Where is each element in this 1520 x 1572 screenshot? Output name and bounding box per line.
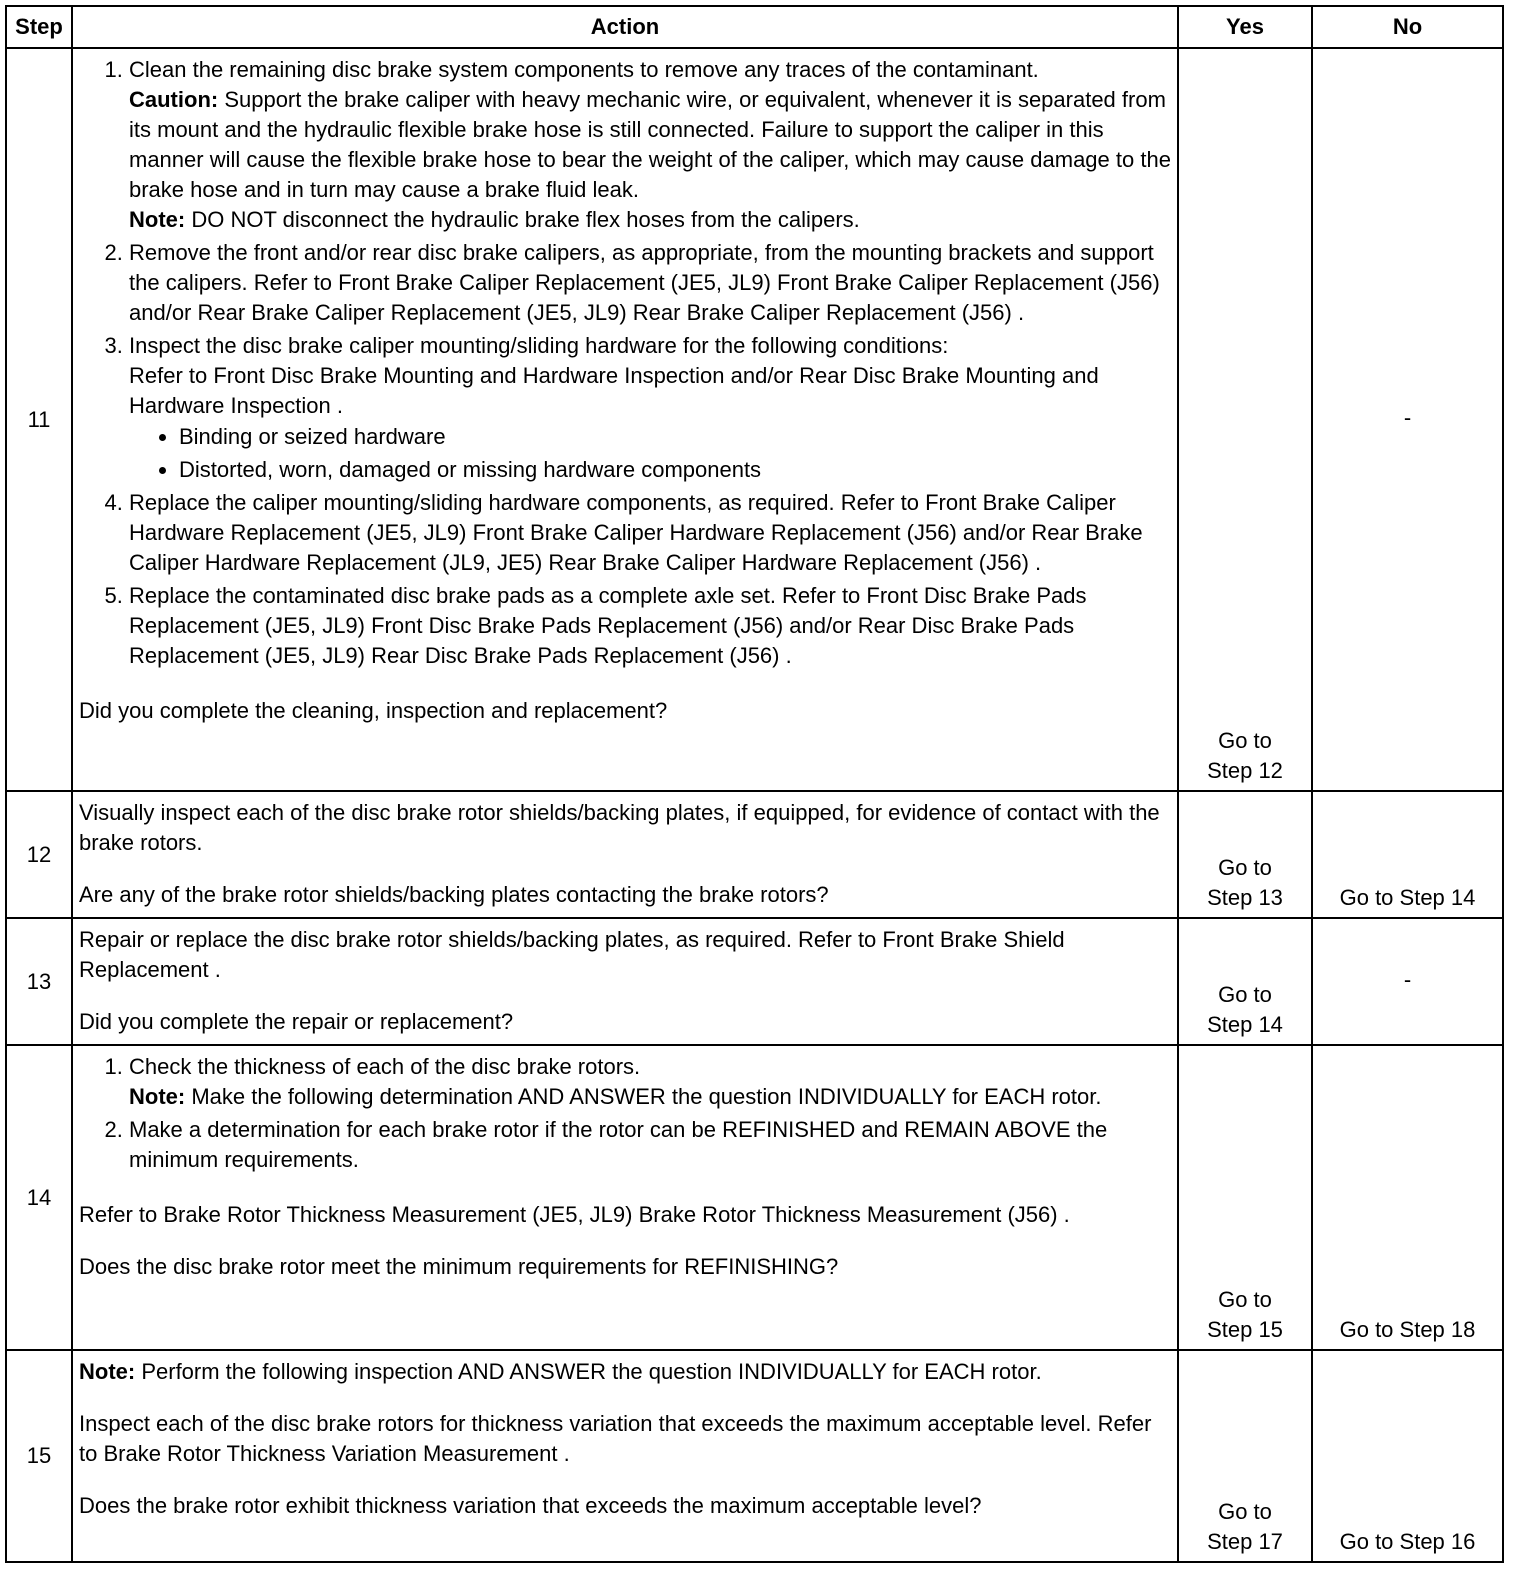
list-item: 5. Replace the contaminated disc brake pads as a complete axle set. Refer to Front Disc Brake Pads Replacement (JE5, JL9) Front Disc Brake Pads Replacement (J56) and/or Rear Disc Brake Pads Replacement (JE5, JL9) Rear Disc Brake Pads Replacement (J56) .: [129, 581, 1171, 671]
list-item: 2. Remove the front and/or rear disc brake calipers, as appropriate, from the mounting brackets and support the calipers. Refer to Front Brake Caliper Replacement (JE5, JL9) Front Brake Caliper Replacement (J56) and/or Rear Brake Caliper Replacement (JE5, JL9) Rear Brake Caliper Replacement (J56) .: [129, 238, 1171, 328]
no-cell: -: [1312, 918, 1503, 1045]
list-item: 4. Replace the caliper mounting/sliding hardware components, as required. Refer to Front Brake Caliper Hardware Replacement (JE5, JL9) Front Brake Caliper Hardware Replacement (J56) and/or Rear Brake Caliper Hardware Replacement (JL9, JE5) Rear Brake Caliper Hardware Replacement (J56) .: [129, 488, 1171, 578]
action-text: Inspect each of the disc brake rotors for thickness variation that exceeds the maximum acceptable level. Refer to Brake Rotor Thickness Variation Measurement .: [79, 1411, 1152, 1466]
header-action: Action: [72, 6, 1178, 48]
header-yes: Yes: [1178, 6, 1312, 48]
action-cell: [72, 791, 1178, 918]
no-cell: Go to Step 18: [1312, 1045, 1503, 1350]
step-number: 14: [6, 1045, 72, 1350]
header-row: [6, 6, 1503, 48]
table-row: [6, 1045, 1503, 1350]
caution-text: Caution: Support the brake caliper with heavy mechanic wire, or equivalent, whenever it is separated from its mount and the hydraulic flexible brake hose is still connected. Failure to support the caliper in this manner will cause the flexible brake hose to bear the weight of the caliper, which may cause damage to the brake hose and in turn may cause a brake fluid leak.: [129, 87, 1171, 202]
list-item: 2. Make a determination for each brake rotor if the rotor can be REFINISHED and REMAIN ABOVE the minimum requirements.: [129, 1115, 1171, 1175]
no-cell: Go to Step 14: [1312, 791, 1503, 918]
reference-text: Refer to Front Disc Brake Mounting and Hardware Inspection and/or Rear Disc Brake Mounting and Hardware Inspection .: [129, 363, 1099, 418]
yes-cell: Go to Step 15: [1178, 1045, 1312, 1350]
reference-text: Refer to Brake Rotor Thickness Measurement (JE5, JL9) Brake Rotor Thickness Measurement (J56) .: [79, 1202, 1070, 1227]
yes-cell: Go to Step 13: [1178, 791, 1312, 918]
note-text: Note: Perform the following inspection AND ANSWER the question INDIVIDUALLY for EACH rotor.: [79, 1359, 1042, 1384]
note-text: Note: Make the following determination AND ANSWER the question INDIVIDUALLY for EACH rotor.: [129, 1084, 1102, 1109]
question-text: Does the disc brake rotor meet the minimum requirements for REFINISHING?: [79, 1254, 839, 1279]
yes-cell: Go to Step 12: [1178, 48, 1312, 791]
action-steps: [79, 1052, 1171, 1175]
note-text: Note: DO NOT disconnect the hydraulic brake flex hoses from the calipers.: [129, 207, 860, 232]
table-row: [6, 1350, 1503, 1562]
step-number: 12: [6, 791, 72, 918]
action-cell: [72, 1350, 1178, 1562]
condition-list: [129, 422, 1171, 485]
header-step: Step: [6, 6, 72, 48]
header-no: No: [1312, 6, 1503, 48]
action-text: Visually inspect each of the disc brake rotor shields/backing plates, if equipped, for evidence of contact with the brake rotors.: [79, 800, 1160, 855]
table-row: [6, 918, 1503, 1045]
question-text: Are any of the brake rotor shields/backing plates contacting the brake rotors?: [79, 882, 829, 907]
question-text: Did you complete the cleaning, inspection and replacement?: [79, 698, 668, 723]
table-row: [6, 791, 1503, 918]
bullet-item: • Distorted, worn, damaged or missing hardware components: [179, 455, 1171, 485]
step-number: 15: [6, 1350, 72, 1562]
list-item: 1. Clean the remaining disc brake system components to remove any traces of the contaminant. Caution: Support the brake caliper with heavy mechanic wire, or equivalent, whenever it is separated from its mount and the hydraulic flexible brake hose is still connected. Failure to support the caliper in this manner will cause the flexible brake hose to bear the weight of the caliper, which may cause damage to the brake hose and in turn may cause a brake fluid leak. Note: DO NOT disconnect the hydraulic brake flex hoses from the calipers.: [129, 55, 1171, 235]
action-steps: [79, 55, 1171, 671]
action-cell: [72, 918, 1178, 1045]
table-row: [6, 48, 1503, 791]
action-cell: [72, 48, 1178, 791]
step-number: 13: [6, 918, 72, 1045]
question-text: Did you complete the repair or replacement?: [79, 1009, 514, 1034]
bullet-item: • Binding or seized hardware: [179, 422, 1171, 452]
no-cell: -: [1312, 48, 1503, 791]
no-cell: Go to Step 16: [1312, 1350, 1503, 1562]
question-text: Does the brake rotor exhibit thickness variation that exceeds the maximum acceptable level?: [79, 1493, 982, 1518]
action-text: Repair or replace the disc brake rotor shields/backing plates, as required. Refer to Front Brake Shield Replacement .: [79, 927, 1065, 982]
list-item: 3. Inspect the disc brake caliper mounting/sliding hardware for the following conditions: Refer to Front Disc Brake Mounting and Hardware Inspection and/or Rear Disc Brake Mounting and Hardware Inspection . • Binding or seized hardware • Distorted, worn, damaged or missing hardware components: [129, 331, 1171, 485]
yes-cell: Go to Step 14: [1178, 918, 1312, 1045]
diagnostic-table: [5, 5, 1504, 1563]
action-cell: [72, 1045, 1178, 1350]
yes-cell: Go to Step 17: [1178, 1350, 1312, 1562]
step-number: 11: [6, 48, 72, 791]
list-item: 1. Check the thickness of each of the disc brake rotors. Note: Make the following determination AND ANSWER the question INDIVIDUALLY for EACH rotor.: [129, 1052, 1171, 1112]
